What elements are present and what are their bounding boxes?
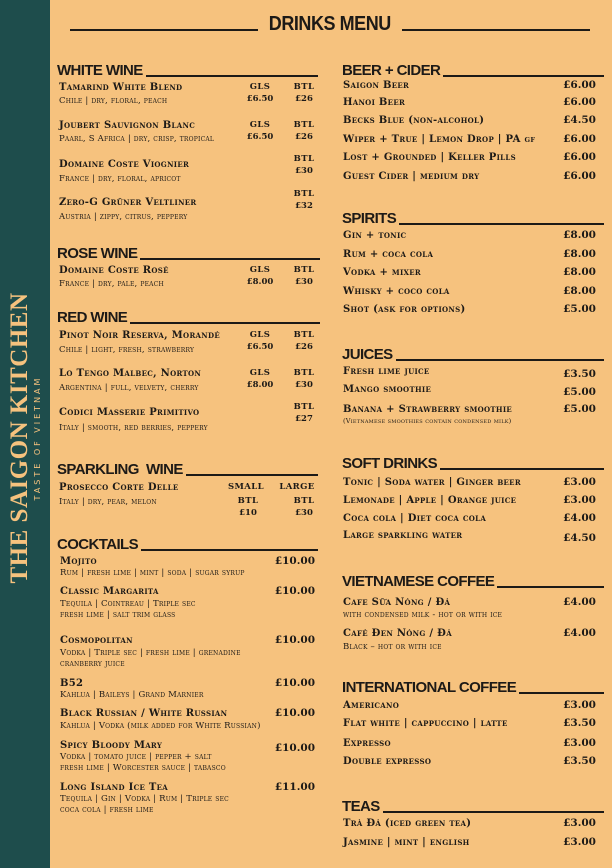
item-description: Italy | smooth, red berries, peppery <box>59 423 208 433</box>
item-price: £6.00 <box>563 151 596 163</box>
item-price: £5.00 <box>563 403 596 415</box>
item-name <box>343 133 535 147</box>
item-name: Tamarind White Blend <box>59 82 183 93</box>
menu-item <box>343 512 596 526</box>
item-description: Chile | dry, floral, peach <box>59 96 168 106</box>
item-price: £11.00 <box>274 781 315 793</box>
item-description-line2: cranberry juice <box>60 659 125 669</box>
item-price: £3.00 <box>563 699 596 711</box>
item-name: Gin + tonic <box>343 230 407 241</box>
item-price: £3.00 <box>563 737 596 749</box>
large-price: £30 <box>295 508 313 518</box>
menu-item <box>343 303 596 317</box>
menu-title <box>70 8 590 36</box>
menu-item <box>59 264 319 292</box>
menu-item <box>343 717 596 731</box>
bottle-price: £30 <box>295 380 313 390</box>
section-heading: TEAS <box>342 798 380 815</box>
menu-item <box>343 79 596 93</box>
bottle-price: £26 <box>295 132 313 142</box>
menu-item <box>343 133 596 147</box>
section-heading: COCKTAILS <box>57 536 138 553</box>
section-rule <box>141 549 318 551</box>
title-rule-left <box>70 29 258 31</box>
item-name: Becks Blue (non-alcohol) <box>343 115 485 126</box>
menu-item <box>343 494 596 508</box>
menu-item <box>343 114 596 128</box>
item-name: Prosecco Corte Delle <box>59 482 179 493</box>
item-price: £10.00 <box>274 742 315 754</box>
item-description: Rum | fresh lime | mint | soda | sugar syrup <box>60 568 245 578</box>
item-name: Expresso <box>343 738 391 749</box>
item-price: £8.00 <box>563 248 596 260</box>
section-heading: JUICES <box>342 346 393 363</box>
menu-item <box>60 707 315 732</box>
item-name: Americano <box>343 700 400 711</box>
menu-item <box>343 383 596 399</box>
item-description-line2: fresh lime | salt trim glass <box>60 610 176 620</box>
item-name: Rum + coca cola <box>343 249 434 260</box>
brand-sidebar <box>0 0 50 868</box>
section-red-wine <box>57 305 320 327</box>
item-description: Tequila | Gin | Vodka | Rum | Triple sec <box>60 794 229 804</box>
item-name: Shot (ask for options) <box>343 304 466 315</box>
item-description: Austria | zippy, citrus, peppery <box>59 212 188 222</box>
section-juices <box>342 342 604 364</box>
small-size-label: BTL <box>237 496 259 506</box>
item-name: Joubert Sauvignon Blanc <box>59 120 196 131</box>
section-rose-wine <box>57 241 320 263</box>
bottle-label: BTL <box>293 368 315 378</box>
large-size-label: BTL <box>293 496 315 506</box>
item-name: Spicy Bloody Mary <box>60 740 163 751</box>
bottle-label: BTL <box>293 120 315 130</box>
item-price: £3.50 <box>563 755 596 767</box>
menu-item <box>343 737 596 751</box>
item-name: Lost + Grounded | Keller Pills <box>343 152 516 163</box>
section-cocktails <box>57 532 318 554</box>
item-name: Flat white | cappuccino | latte <box>343 718 508 729</box>
item-description: Vodka | Triple sec | fresh lime | grenadine <box>60 648 241 658</box>
item-description: Italy | dry, pear, melon <box>59 497 157 507</box>
section-rule <box>186 474 318 476</box>
section-teas <box>342 794 604 816</box>
section-beer-cider <box>342 58 604 80</box>
item-description-line2: fresh lime | Worcester sauce | tabasco <box>60 763 226 773</box>
menu-item <box>343 596 596 622</box>
item-description: France | dry, floral, apricot <box>59 174 181 184</box>
section-heading: SPIRITS <box>342 210 397 227</box>
section-rule <box>443 75 604 77</box>
menu-item <box>60 781 315 817</box>
glass-label: GLS <box>249 330 271 340</box>
item-name: Domaine Coste Viognier <box>59 159 190 170</box>
item-name: Trà Đá (iced green tea) <box>343 818 472 829</box>
item-name: Large sparkling water <box>343 530 463 541</box>
item-description: Kahlua | Baileys | Grand Marnier <box>60 690 204 700</box>
bottle-price: £32 <box>295 201 313 211</box>
item-name-text: Wiper + True | Lemon Drop | PA <box>343 134 521 145</box>
menu-item <box>343 229 596 243</box>
section-heading: BEER + CIDER <box>342 62 441 79</box>
menu-title-text: DRINKS MENU <box>268 13 392 35</box>
item-price: £6.00 <box>563 170 596 182</box>
menu-item <box>59 154 319 186</box>
bottle-price: £26 <box>295 342 313 352</box>
small-price: £10 <box>239 508 257 518</box>
section-international-coffee <box>342 675 604 697</box>
glass-price: £8.00 <box>246 277 274 287</box>
item-name: Vodka + mixer <box>343 267 422 278</box>
section-rule <box>497 586 604 588</box>
item-name: Whisky + coco cola <box>343 286 450 297</box>
section-rule <box>399 223 604 225</box>
menu-item <box>343 266 596 280</box>
item-name: Hanoi Beer <box>343 97 406 108</box>
section-rule <box>130 322 320 324</box>
item-description: Chile | light, fresh, strawberry <box>59 345 195 355</box>
item-name: Fresh lime juice <box>343 366 430 377</box>
item-name: Guest Cider | medium dry <box>343 171 480 182</box>
section-vietnamese-coffee <box>342 569 604 591</box>
small-label: SMALL <box>227 482 265 492</box>
menu-item <box>59 81 319 109</box>
menu-item <box>343 403 596 429</box>
item-price: £3.50 <box>563 717 596 729</box>
item-name: Pinot Noir Reserva, Morandé <box>59 330 220 341</box>
menu-item <box>59 402 319 436</box>
section-sparkling-wine <box>57 457 318 479</box>
section-heading: SPARKLING WINE <box>57 461 183 478</box>
bottle-price: £30 <box>295 166 313 176</box>
item-price: £4.50 <box>563 532 596 544</box>
menu-item <box>60 739 315 775</box>
glass-price: £8.00 <box>246 380 274 390</box>
glass-label: GLS <box>249 368 271 378</box>
section-rule <box>140 258 320 260</box>
item-name: Café Đen Nóng / Đá <box>343 628 452 639</box>
item-price: £5.00 <box>563 303 596 315</box>
brand-logo <box>7 292 43 583</box>
item-price: £4.50 <box>563 114 596 126</box>
item-name: Mango smoothie <box>343 384 432 395</box>
glass-price: £6.50 <box>246 342 274 352</box>
menu-item <box>60 555 315 580</box>
item-description: Argentina | full, velvety, cherry <box>59 383 199 393</box>
gluten-free-marker: GF <box>524 136 536 144</box>
section-soft-drinks <box>342 451 604 473</box>
menu-item <box>343 836 596 850</box>
section-heading: RED WINE <box>57 309 128 326</box>
brand-tagline: TASTE OF VIETNAM <box>33 375 42 501</box>
item-name: Long Island Ice Tea <box>60 782 168 793</box>
item-name: Lo Tengo Malbec, Norton <box>59 368 202 379</box>
bottle-price: £26 <box>295 94 313 104</box>
juice-note: (Vietnamese smoothies contain condensed milk) <box>343 417 512 425</box>
menu-item <box>343 699 596 713</box>
item-name: Coca cola | Diet coca cola <box>343 513 487 524</box>
menu-item <box>343 365 596 381</box>
menu-item <box>60 677 315 702</box>
item-price: £10.00 <box>274 677 315 689</box>
glass-price: £6.50 <box>246 94 274 104</box>
item-price: £4.00 <box>563 512 596 524</box>
item-name: Classic Margarita <box>60 586 159 597</box>
bottle-price: £27 <box>295 414 313 424</box>
bottle-label: BTL <box>293 154 315 164</box>
item-description: with condensed milk - hot or with ice <box>343 610 503 620</box>
bottle-label: BTL <box>293 189 315 199</box>
item-price: £10.00 <box>274 707 315 719</box>
menu-item <box>60 634 315 670</box>
item-price: £8.00 <box>563 285 596 297</box>
item-name: Jasmine | mint | english <box>343 837 470 848</box>
item-name: Zero-G Grüner Veltliner <box>59 197 197 208</box>
section-rule <box>396 359 604 361</box>
menu-item <box>59 480 319 520</box>
item-price: £3.00 <box>563 494 596 506</box>
item-description: Vodka | tomato juice | pepper + salt <box>60 752 212 762</box>
menu-item <box>59 329 319 357</box>
section-heading: WHITE WINE <box>57 62 143 79</box>
large-label: LARGE <box>279 482 315 492</box>
menu-item <box>60 585 315 621</box>
menu-item <box>343 96 596 110</box>
item-description: Paarl, S Africa | dry, crisp, tropical <box>59 134 215 144</box>
menu-item <box>59 189 319 223</box>
menu-item <box>343 170 596 184</box>
section-rule <box>383 811 604 813</box>
section-white-wine <box>57 58 318 80</box>
item-name: Black Russian / White Russian <box>60 708 228 719</box>
item-name: Codici Masserie Primitivo <box>59 407 200 418</box>
item-name: Tonic | Soda water | Ginger beer <box>343 477 521 488</box>
item-price: £3.50 <box>563 368 596 380</box>
item-price: £8.00 <box>563 229 596 241</box>
item-name: B52 <box>60 678 84 689</box>
bottle-price: £30 <box>295 277 313 287</box>
brand-name: THE SAIGON KITCHEN <box>6 292 33 584</box>
menu-item <box>343 755 596 769</box>
menu-item <box>343 151 596 165</box>
item-description-line2: coca cola | fresh lime <box>60 805 154 815</box>
item-name: Domaine Coste Rosé <box>59 265 169 276</box>
item-name: Banana + Strawberry smoothie <box>343 404 513 415</box>
menu-item <box>343 627 596 653</box>
title-rule-right <box>402 29 590 31</box>
item-name: Saigon Beer <box>343 80 410 91</box>
item-price: £10.00 <box>274 585 315 597</box>
item-price: £4.00 <box>563 627 596 639</box>
item-price: £3.00 <box>563 836 596 848</box>
item-description: France | dry, pale, peach <box>59 279 164 289</box>
section-rule <box>440 468 604 470</box>
item-price: £4.00 <box>563 596 596 608</box>
item-price: £3.00 <box>563 476 596 488</box>
item-name: Cafe Sữa Nóng / Đá <box>343 597 451 608</box>
item-price: £6.00 <box>563 79 596 91</box>
section-heading: ROSE WINE <box>57 245 138 262</box>
menu-item <box>343 285 596 299</box>
item-name: Cosmopolitan <box>60 635 133 646</box>
item-price: £6.00 <box>563 133 596 145</box>
section-heading: VIETNAMESE COFFEE <box>342 573 495 590</box>
glass-price: £6.50 <box>246 132 274 142</box>
bottle-label: BTL <box>293 402 315 412</box>
bottle-label: BTL <box>293 82 315 92</box>
glass-label: GLS <box>249 82 271 92</box>
item-name: Lemonade | Apple | Orange juice <box>343 495 517 506</box>
section-rule <box>146 75 318 77</box>
item-price: £5.00 <box>563 386 596 398</box>
item-price: £8.00 <box>563 266 596 278</box>
menu-item <box>343 248 596 262</box>
section-heading: SOFT DRINKS <box>342 455 438 472</box>
item-description: Tequila | Cointreau | Triple sec <box>60 599 196 609</box>
item-price: £10.00 <box>274 555 315 567</box>
item-description: Black – hot or with ice <box>343 642 442 652</box>
glass-label: GLS <box>249 120 271 130</box>
bottle-label: BTL <box>293 330 315 340</box>
item-description: Kahlua | Vodka (milk added for White Russian) <box>60 721 261 731</box>
item-price: £6.00 <box>563 96 596 108</box>
item-price: £3.00 <box>563 817 596 829</box>
menu-item <box>343 817 596 831</box>
section-heading: INTERNATIONAL COFFEE <box>342 679 517 696</box>
item-price: £10.00 <box>274 634 315 646</box>
menu-item <box>343 476 596 490</box>
glass-label: GLS <box>249 265 271 275</box>
menu-item <box>59 119 319 147</box>
menu-item <box>59 367 319 395</box>
bottle-label: BTL <box>293 265 315 275</box>
section-spirits <box>342 206 604 228</box>
section-rule <box>519 692 604 694</box>
item-name: Double expresso <box>343 756 432 767</box>
menu-item <box>343 529 596 545</box>
item-name: Mojito <box>60 556 97 567</box>
